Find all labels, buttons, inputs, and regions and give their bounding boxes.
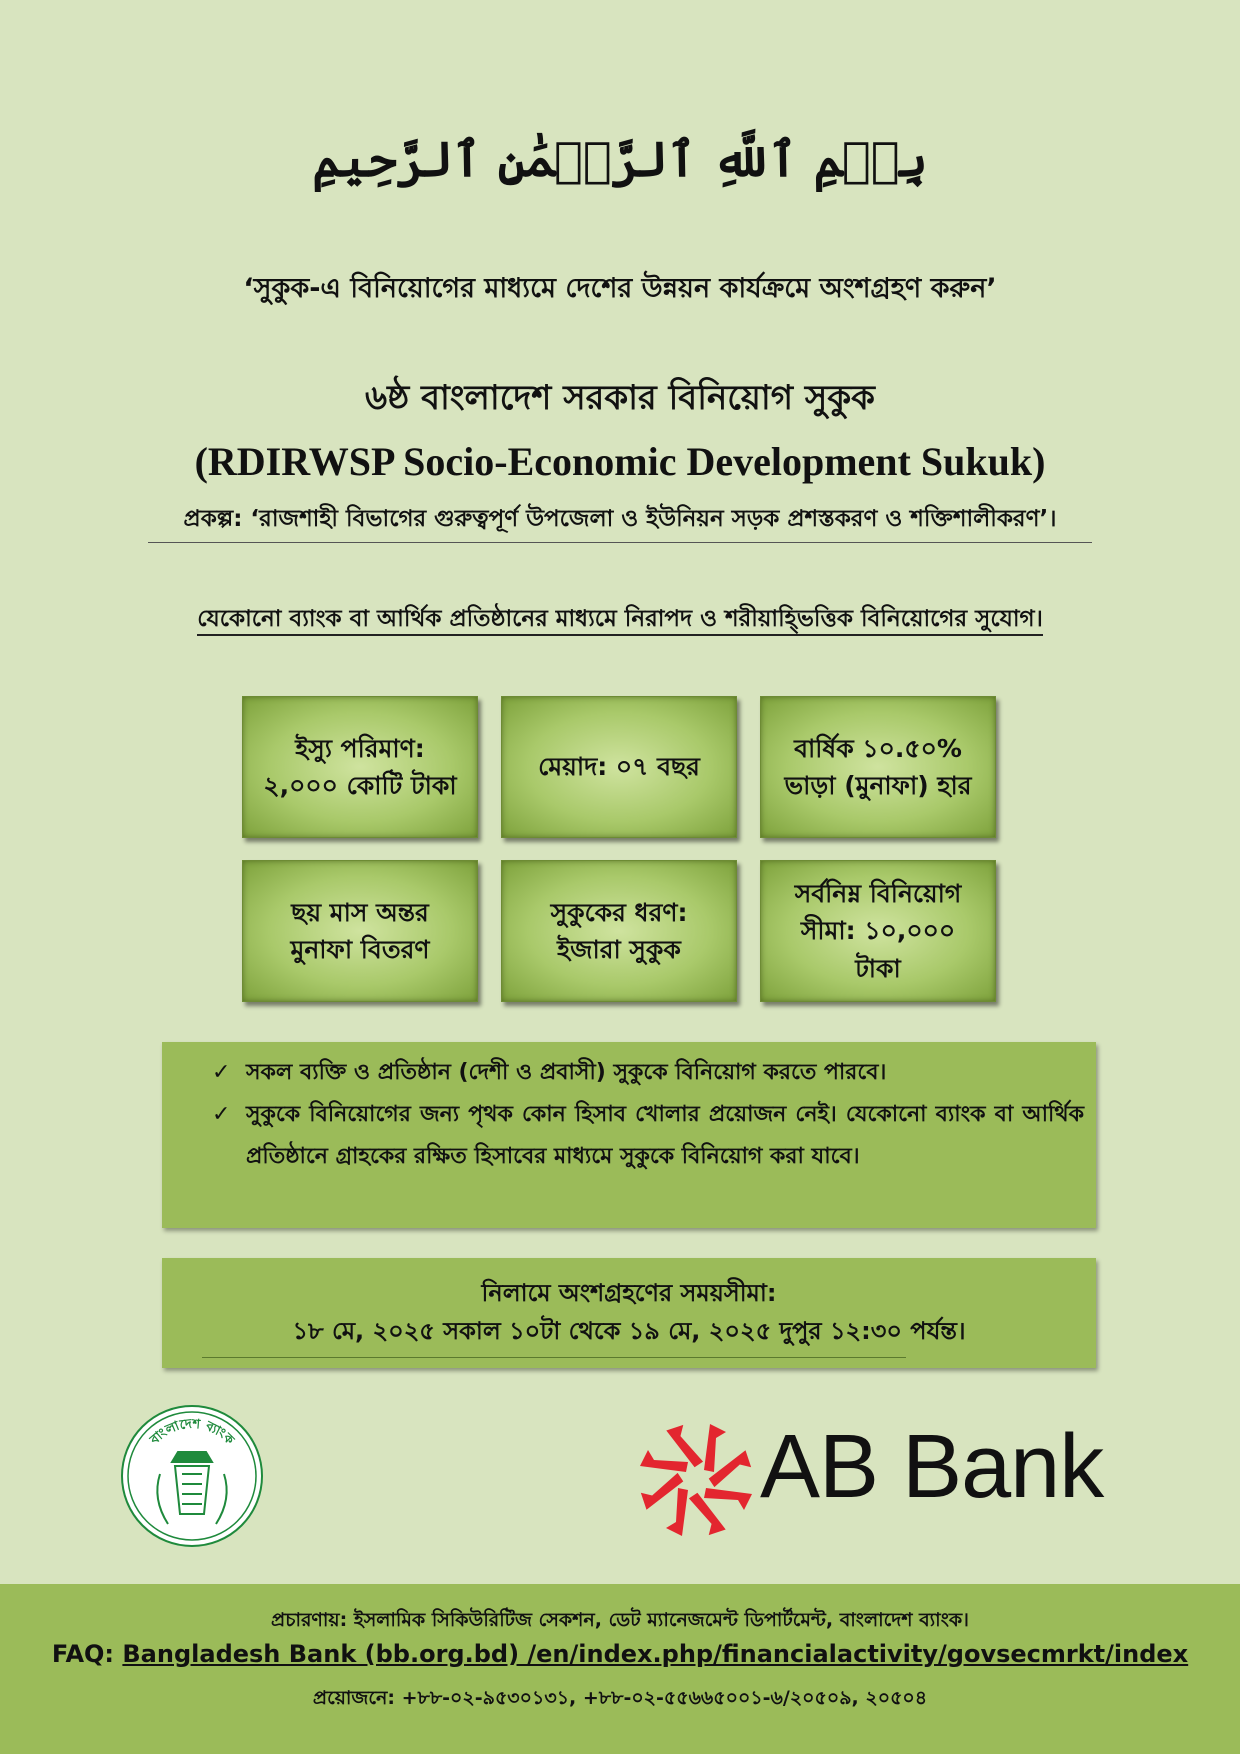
- list-item-text: সকল ব্যক্তি ও প্রতিষ্ঠান (দেশী ও প্রবাসী) সুকুকে বিনিয়োগ করতে পারবে।: [246, 1060, 887, 1085]
- footer: [0, 1584, 1240, 1754]
- deadline-value: ১৮ মে, ২০২৫ সকাল ১০টা থেকে ১৯ মে, ২০২৫ দুপুর ১২:৩০ পর্যন্ত।: [292, 1317, 966, 1345]
- box-line: ইস্যু পরিমাণ:: [295, 733, 425, 763]
- divider: [148, 542, 1092, 543]
- box-line: মুনাফা বিতরণ: [290, 935, 430, 964]
- box-line: সীমা: ১০,০০০: [800, 916, 956, 946]
- box-line: ছয় মাস অন্তর: [291, 897, 429, 927]
- eligibility-panel: [162, 1042, 1096, 1228]
- divider: [202, 1357, 906, 1358]
- sukuk-type-box: [501, 860, 737, 1002]
- box-line: ইজারা সুকুক: [557, 935, 681, 964]
- tagline: ‘সুকুক-এ বিনিয়োগের মাধ্যমে দেশের উন্নয়ন কার্যক্রমে অংশগ্রহণ করুন’: [243, 273, 997, 304]
- ab-logo-swirl: [704, 1488, 752, 1510]
- box-line: মেয়াদ: ০৭ বছর: [538, 752, 700, 782]
- tenure-box: [501, 696, 737, 838]
- minimum-investment-box: [760, 860, 996, 1002]
- list-item-text: সুকুকে বিনিয়োগের জন্য পৃথক কোন হিসাব খোলার প্রয়োজন নেই। যেকোনো ব্যাংক বা আর্থিক প্রতিষ্ঠানে গ্রাহকের রক্ষিত হিসাবের মাধ্যমে সুকুকে বিনিয়োগ করা যাবে।: [246, 1102, 1084, 1169]
- issue-amount-box: [242, 696, 478, 838]
- faq-link[interactable]: Bangladesh Bank (bb.org.bd) /en/index.php/financialactivity/govsecmrkt/index: [122, 1640, 1189, 1668]
- footer-credit: প্রচারণায়: ইসলামিক সিকিউরিটিজ সেকশন, ডেট ম্যানেজমেন্ট ডিপার্টমেন্ট, বাংলাদেশ ব্যাংক।: [271, 1609, 969, 1631]
- ab-logo-swirl: [666, 1488, 688, 1536]
- box-line: বার্ষিক ১০.৫০%: [794, 733, 962, 763]
- ab-logo-swirl: [704, 1424, 726, 1472]
- list-item: [212, 1094, 1084, 1178]
- bangladesh-bank-logo: [120, 1404, 264, 1548]
- box-line: ২,০০০ কোটি টাকা: [263, 771, 457, 800]
- footer-faq: [0, 1640, 1240, 1668]
- page-title-bangla: ৬ষ্ঠ বাংলাদেশ সরকার বিনিয়োগ সুকুক: [365, 378, 875, 418]
- page-title-english: (RDIRWSP Socio-Economic Development Sukuk): [194, 439, 1046, 484]
- profit-distribution-box: [242, 860, 478, 1002]
- project-description: প্রকল্প: ‘রাজশাহী বিভাগের গুরুত্বপূর্ণ উপজেলা ও ইউনিয়ন সড়ক প্রশস্তকরণ ও শক্তিশালীকরণ’।: [183, 506, 1057, 532]
- svg-text:বাংলাদেশ ব্যাংক: বাংলাদেশ ব্যাংক: [147, 1416, 237, 1448]
- profit-rate-box: [760, 696, 996, 838]
- ab-bank-wordmark: AB Bank: [760, 1417, 1104, 1517]
- opportunity-text: যেকোনো ব্যাংক বা আর্থিক প্রতিষ্ঠানের মাধ্যমে নিরাপদ ও শরীয়াহ্ভিত্তিক বিনিয়োগের সুযোগ।: [197, 606, 1043, 636]
- checkmark-icon: ✓: [212, 1060, 231, 1085]
- box-line: ভাড়া (মুনাফা) হার: [784, 771, 972, 800]
- faq-label: FAQ:: [51, 1640, 123, 1668]
- box-line: সর্বনিম্ন বিনিয়োগ: [794, 878, 962, 908]
- box-line: টাকা: [855, 953, 901, 983]
- deadline-panel: [162, 1258, 1096, 1368]
- checkmark-icon: ✓: [212, 1102, 231, 1127]
- ab-logo-swirl: [640, 1450, 688, 1472]
- ab-bank-logo-icon: [636, 1420, 756, 1540]
- list-item: [212, 1052, 1084, 1094]
- deadline-label: নিলামে অংশগ্রহণের সময়সীমা:: [481, 1279, 777, 1307]
- footer-phone: প্রয়োজনে: +৮৮-০২-৯৫৩০১৩১, +৮৮-০২-৫৫৬৬৫০০১-৬/২০৫০৯, ২০৫০৪: [312, 1687, 928, 1709]
- bismillah-heading: بِسۡمِ ٱللَّهِ ٱلرَّحۡمَٰنِ ٱلرَّحِيمِ: [312, 132, 928, 188]
- opportunity-statement: [0, 600, 1240, 639]
- box-line: সুকুকের ধরণ:: [550, 897, 688, 927]
